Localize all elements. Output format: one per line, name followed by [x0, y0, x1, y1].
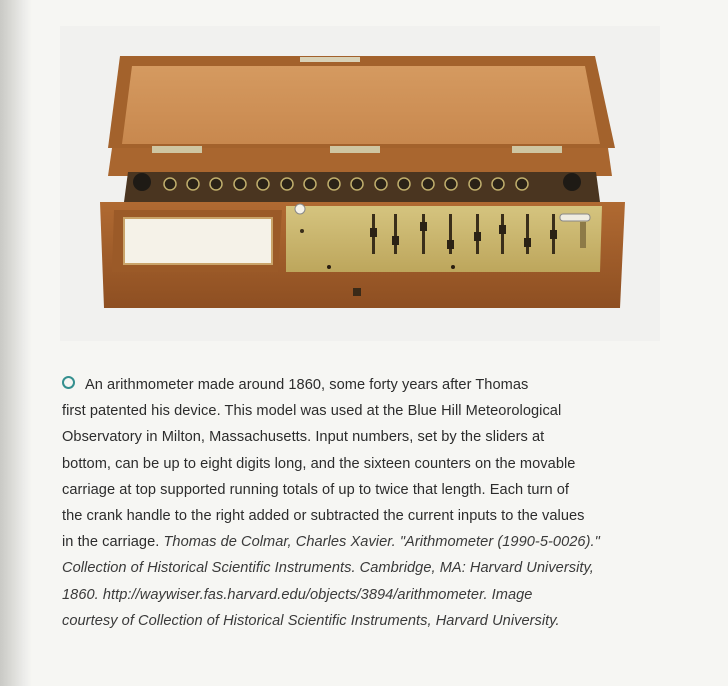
- caption-text: An arithmometer made around 1860, some forty years after Thomas: [85, 377, 529, 393]
- citation-line: 1860. http://waywiser.fas.harvard.edu/objects/3894/arithmometer. Image: [62, 586, 533, 603]
- citation-line: courtesy of Collection of Historical Scientific Instruments, Harvard University.: [62, 612, 560, 629]
- arithmometer-photo: [60, 26, 660, 341]
- caption-line: first patented his device. This model was used at the Blue Hill Meteorological: [62, 403, 562, 420]
- caption-line: Observatory in Milton, Massachusetts. Input numbers, set by the sliders at: [62, 429, 545, 446]
- page-gutter-shadow: [0, 0, 32, 686]
- figure-caption: [62, 372, 662, 634]
- caption-line: the crank handle to the right added or subtracted the current inputs to the values: [62, 507, 585, 524]
- citation-text: Thomas de Colmar, Charles Xavier. "Arithmometer (1990-5-0026).": [163, 534, 600, 551]
- caption-text: in the carriage.: [62, 534, 160, 551]
- caption-line: [62, 529, 662, 555]
- citation-line: Collection of Historical Scientific Instruments. Cambridge, MA: Harvard University,: [62, 560, 594, 577]
- caption-line: carriage at top supported running totals of up to twice that length. Each turn of: [62, 481, 570, 498]
- bullet-icon: [62, 376, 75, 389]
- caption-line: bottom, can be up to eight digits long, and the sixteen counters on the movable: [62, 455, 576, 472]
- caption-line: [62, 372, 662, 398]
